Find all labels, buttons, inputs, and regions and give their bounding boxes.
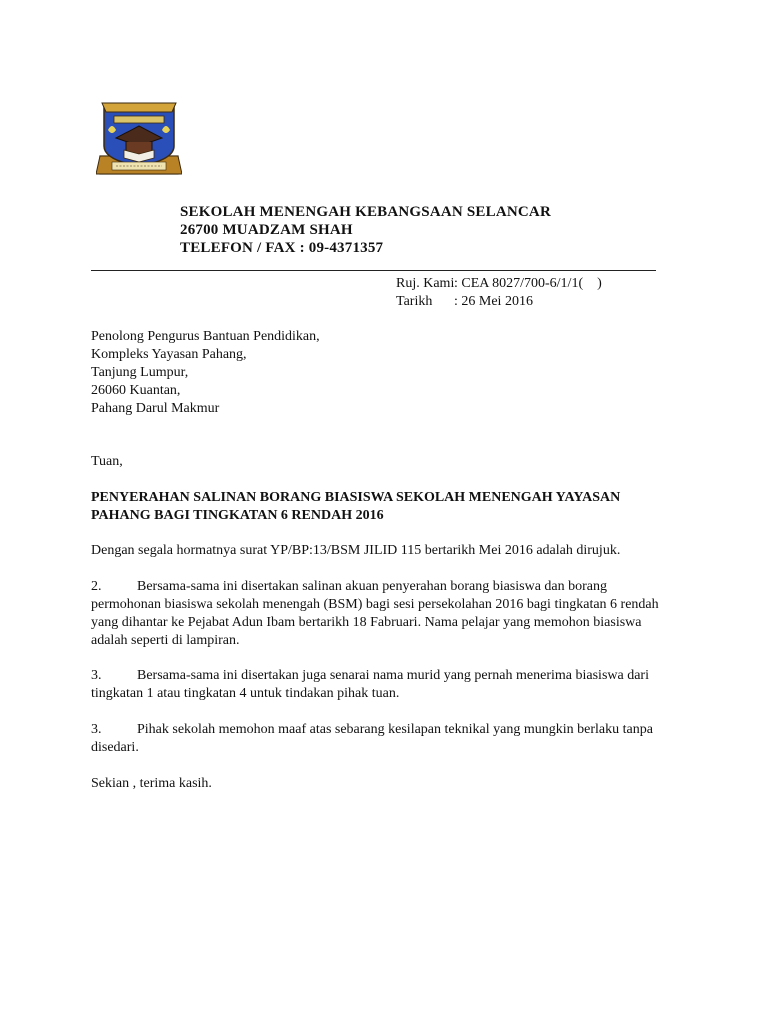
letterhead-divider [91, 270, 656, 271]
paragraph-text: Bersama-sama ini disertakan salinan akuan penyerahan borang biasiswa dan borang permohonan biasiswa sekolah menengah (BSM) bagi sesi persekolahan 2016 bagi tingkatan 6 rendah yang dihantar ke Pejabat Adun Ibam bertarikh 18 Fabruari. Nama pelajar yang memohon biasiswa adalah seperti di lampiran. [91, 579, 659, 648]
closing-remark: Sekian , terima kasih. [91, 776, 212, 791]
paragraph-text: Bersama-sama ini disertakan juga senarai nama murid yang pernah menerima biasiswa dari tingkatan 1 atau tingkatan 4 untuk tindakan pihak tuan. [91, 668, 649, 701]
recipient-line: 26060 Kuantan, [91, 383, 181, 398]
recipient-line: Tanjung Lumpur, [91, 365, 189, 380]
letter-subject: PENYERAHAN SALINAN BORANG BIASISWA SEKOLAH MENENGAH YAYASAN PAHANG BAGI TINGKATAN 6 RENDAH 2016 [91, 490, 621, 523]
paragraph-text: Dengan segala hormatnya surat YP/BP:13/BSM JILID 115 bertarikh Mei 2016 adalah dirujuk. [91, 543, 621, 558]
paragraph-number: 3. [91, 668, 102, 683]
recipient-line: Penolong Pengurus Bantuan Pendidikan, [91, 329, 320, 344]
date-label: Tarikh [396, 294, 433, 309]
reference-label: Ruj. Kami [396, 276, 455, 291]
date-row [396, 293, 602, 311]
recipient-line: Pahang Darul Makmur [91, 401, 220, 416]
reference-value: : CEA 8027/700-6/1/1( ) [454, 276, 602, 291]
reference-row [396, 275, 602, 293]
paragraph-number: 2. [91, 579, 102, 594]
reference-block [396, 275, 602, 311]
recipient-line: Kompleks Yayasan Pahang, [91, 347, 247, 362]
paragraph-2 [91, 578, 676, 650]
school-phone-fax: TELEFON / FAX : 09-4371357 [180, 240, 384, 256]
date-value: : 26 Mei 2016 [454, 294, 533, 309]
paragraph-text: Pihak sekolah memohon maaf atas sebarang kesilapan teknikal yang mungkin berlaku tanpa disedari. [91, 722, 653, 755]
paragraph-number: 3. [91, 722, 102, 737]
paragraph-1 [91, 542, 676, 560]
letterhead [180, 203, 551, 257]
salutation: Tuan, [91, 454, 123, 469]
paragraph-3 [91, 667, 676, 703]
school-name: SEKOLAH MENENGAH KEBANGSAAN SELANCAR [180, 204, 552, 220]
school-crest-logo [96, 100, 182, 178]
paragraph-4 [91, 721, 676, 757]
recipient-address [91, 328, 320, 418]
school-address: 26700 MUADZAM SHAH [180, 222, 353, 238]
